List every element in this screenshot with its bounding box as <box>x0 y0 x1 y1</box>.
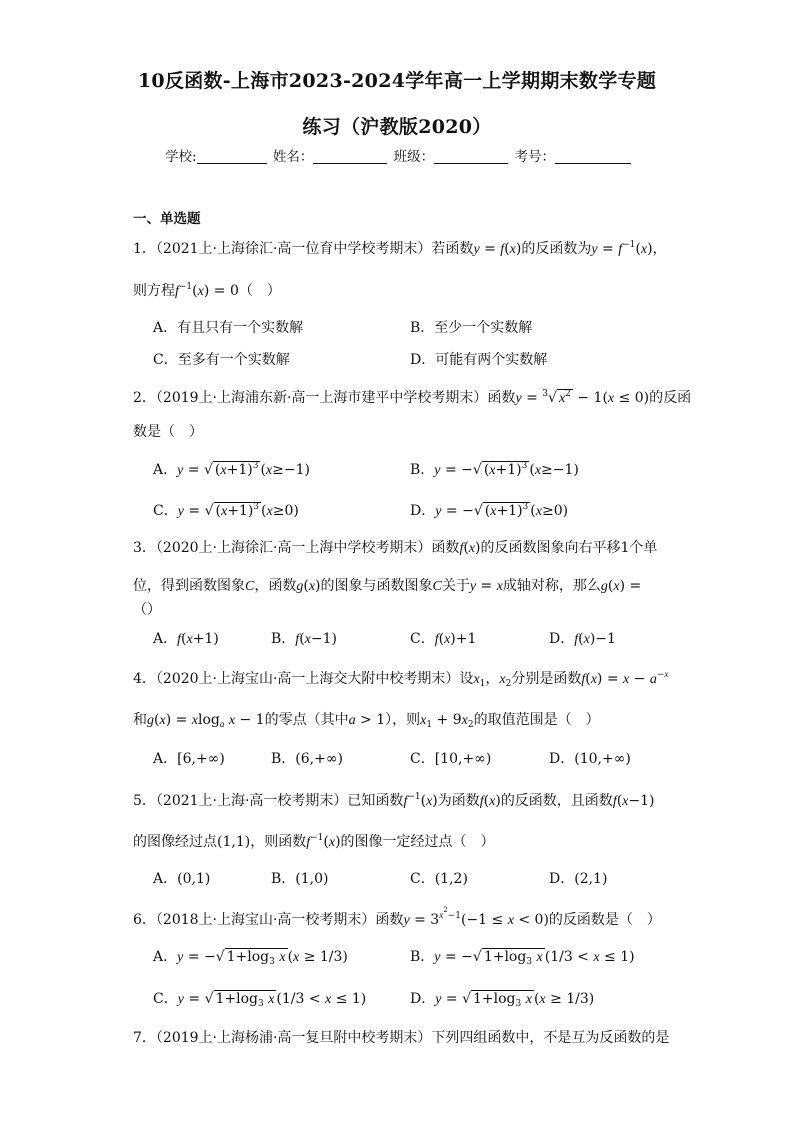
question-3-line-1: 3．（2020上·上海徐汇·高一上海中学校考期末）函数f(x)的反函数图象向右平移1个单 <box>133 540 658 556</box>
q2-option-b[interactable]: B．y = −√ $(x+1)^3$ (x≥−1) <box>410 461 579 478</box>
q3-option-b[interactable]: B．f(x−1) <box>271 631 337 647</box>
q5-option-c[interactable]: C．(1,2) <box>410 871 468 887</box>
q5-option-d[interactable]: D．(2,1) <box>549 871 608 887</box>
question-4-line-2: 和g(x) = xlog$_a$ x − 1的零点（其中a > 1），则$x_1 + 9x_2$的取值范围是（ ） <box>133 712 600 730</box>
q1-option-b[interactable]: B．至少一个实数解 <box>410 320 533 336</box>
q3-option-a[interactable]: A．f(x+1) <box>153 631 219 647</box>
question-6-line-1: 6．（2018上·上海宝山·高一校考期末）函数$y = 3^{x^2-1}(-1 \le x < 0)$的反函数是（ ） <box>133 906 661 928</box>
q4-option-c[interactable]: C．[10,+∞) <box>410 751 492 767</box>
q6-option-a[interactable]: A．y = −√ $1+\log_3$ x (x ≥ 1/3) <box>153 949 348 967</box>
name-label: 姓名： <box>272 149 314 165</box>
question-1-line-2: 则方程$f^{-1}(x) = 0$（ ） <box>133 282 281 299</box>
q4-option-b[interactable]: B．(6,+∞) <box>271 751 343 767</box>
q5-option-b[interactable]: B．(1,0) <box>271 871 329 887</box>
q6-option-d[interactable]: D．y = √ $1+\log_3$ x (x ≥ 1/3) <box>410 991 595 1009</box>
q4-option-a[interactable]: A．[6,+∞) <box>153 751 225 767</box>
student-info-line <box>165 145 633 165</box>
q1-option-a[interactable]: A．有且只有一个实数解 <box>153 320 304 336</box>
q1-option-d[interactable]: D．可能有两个实数解 <box>410 352 548 368</box>
q4-option-d[interactable]: D．(10,+∞) <box>549 751 631 767</box>
page-title: 10反函数-上海市2023-2024学年高一上学期期末数学专题 <box>137 70 657 92</box>
number-label: 考号： <box>514 149 555 165</box>
section-heading: 一、单选题 <box>133 211 201 227</box>
question-5-line-1: 5．（2021上·上海·高一校考期末）已知函数$f^{-1}(x)$为函数f(x)的反函数，且函数f(x−1) <box>133 792 655 809</box>
q6-option-b[interactable]: B．y = −√ $1+\log_3$ x (1/3 < x ≤ 1) <box>410 949 635 967</box>
class-label: 班级： <box>393 149 435 165</box>
q3-option-c[interactable]: C．f(x)+1 <box>410 631 477 647</box>
math-expr: y <box>473 242 480 257</box>
question-1-line-1: 1．（2021上·上海徐汇·高一位育中学校考期末）若函数y = f(x)的反函数为$y = f^{-1}(x)$， <box>133 240 667 257</box>
question-2-line-2: 数是（ ） <box>133 424 203 440</box>
class-field[interactable] <box>434 149 508 164</box>
question-2-line-1: 2．（2019上·上海浦东新·高一上海市建平中学校考期末）函数y = $^3$√ $x^2 - 1(x \le 0)$的反函 <box>133 389 692 406</box>
question-4-line-1: 4．（2020上·上海宝山·高一上海交大附中校考期末）设$x_1$，$x_2$分别是函数$f(x) = x - a^{-x}$ <box>133 669 669 689</box>
q6-option-c[interactable]: C．y = √ $1+\log_3$ x (1/3 < x ≤ 1) <box>153 991 367 1009</box>
question-7-line-1: 7．（2019上·上海杨浦·高一复旦附中校考期末）下列四组函数中，不是互为反函数的是 <box>133 1030 670 1046</box>
question-5-line-2: 的图像经过点(1,1)，则函数$f^{-1}(x)$的图像一定经过点（ ） <box>133 833 495 850</box>
q2-option-a[interactable]: A．y = √ $(x+1)^3$ (x≥−1) <box>153 461 310 478</box>
q2-option-d[interactable]: D．y = −√ $(x+1)^3$ (x≥0) <box>410 502 569 519</box>
q2-option-c[interactable]: C．y = √ $(x+1)^3$ (x≥0) <box>153 502 299 519</box>
school-label: 学校: <box>165 149 197 165</box>
number-field[interactable] <box>555 149 631 164</box>
name-field[interactable] <box>313 149 387 164</box>
q1-option-c[interactable]: C．至多有一个实数解 <box>153 352 290 368</box>
q3-option-d[interactable]: D．f(x)−1 <box>549 631 616 647</box>
question-3-line-2: 位，得到函数图象C，函数g(x)的图象与函数图象C关于y = x成轴对称，那么g(x) = <box>133 578 642 594</box>
school-field[interactable] <box>197 149 267 164</box>
question-3-line-3: （） <box>133 602 161 618</box>
q5-option-a[interactable]: A．(0,1) <box>153 871 211 887</box>
page-subtitle: 练习（沪教版2020） <box>302 116 492 138</box>
